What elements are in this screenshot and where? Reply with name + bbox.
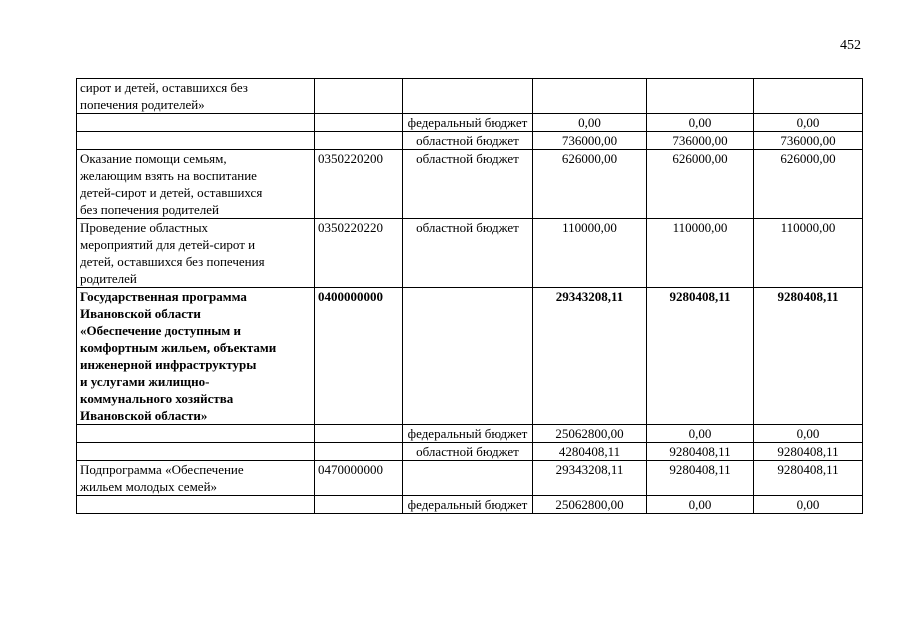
code-cell <box>315 114 403 132</box>
name-line: без попечения родителей <box>80 202 219 217</box>
value-2019-cell: 626000,00 <box>533 150 647 219</box>
table-row <box>77 496 863 514</box>
name-line: детей-сирот и детей, оставшихся <box>80 185 263 200</box>
name-line: мероприятий для детей-сирот и <box>80 237 256 252</box>
row-name-cell <box>77 443 315 461</box>
row-name-cell <box>77 288 315 425</box>
source-cell: областной бюджет <box>403 443 533 461</box>
row-name-cell <box>77 496 315 514</box>
code-cell: 0350220200 <box>315 150 403 219</box>
code-cell: 0350220220 <box>315 219 403 288</box>
value-2019-cell: 0,00 <box>533 114 647 132</box>
value-2020-cell: 110000,00 <box>647 219 754 288</box>
table-row <box>77 114 863 132</box>
value-2020-cell <box>647 79 754 114</box>
name-line: инженерной инфраструктуры <box>80 357 257 372</box>
code-cell <box>315 79 403 114</box>
source-cell: областной бюджет <box>403 132 533 150</box>
row-name-cell <box>77 219 315 288</box>
source-cell <box>403 79 533 114</box>
table-row <box>77 425 863 443</box>
name-line: попечения родителей» <box>80 97 205 112</box>
budget-table <box>76 78 863 514</box>
source-cell: областной бюджет <box>403 150 533 219</box>
code-cell <box>315 443 403 461</box>
name-line: желающим взять на воспитание <box>80 168 257 183</box>
row-name-cell <box>77 114 315 132</box>
value-2021-cell: 9280408,11 <box>754 443 863 461</box>
value-2020-cell: 626000,00 <box>647 150 754 219</box>
name-line: Государственная программа <box>80 289 247 304</box>
table-row <box>77 443 863 461</box>
value-2021-cell: 626000,00 <box>754 150 863 219</box>
table-row <box>77 79 863 114</box>
name-line: «Обеспечение доступным и <box>80 323 241 338</box>
page-number: 452 <box>840 38 861 53</box>
row-name-cell <box>77 425 315 443</box>
name-line: Ивановской области <box>80 306 201 321</box>
name-line: жильем молодых семей» <box>80 479 218 494</box>
name-line: детей, оставшихся без попечения <box>80 254 265 269</box>
value-2020-cell: 9280408,11 <box>647 288 754 425</box>
name-line: Подпрограмма «Обеспечение <box>80 462 244 477</box>
name-line: комфортным жильем, объектами <box>80 340 277 355</box>
row-name-cell <box>77 132 315 150</box>
source-cell: федеральный бюджет <box>403 114 533 132</box>
code-cell <box>315 132 403 150</box>
source-cell <box>403 461 533 496</box>
value-2019-cell: 4280408,11 <box>533 443 647 461</box>
table-row <box>77 132 863 150</box>
value-2020-cell: 736000,00 <box>647 132 754 150</box>
code-cell: 0400000000 <box>315 288 403 425</box>
table-row <box>77 461 863 496</box>
value-2021-cell: 0,00 <box>754 425 863 443</box>
name-line: коммунального хозяйства <box>80 391 234 406</box>
value-2020-cell: 0,00 <box>647 114 754 132</box>
value-2019-cell: 25062800,00 <box>533 425 647 443</box>
table-row <box>77 288 863 425</box>
code-cell: 0470000000 <box>315 461 403 496</box>
table-row <box>77 219 863 288</box>
value-2020-cell: 9280408,11 <box>647 461 754 496</box>
value-2019-cell: 29343208,11 <box>533 288 647 425</box>
value-2019-cell: 110000,00 <box>533 219 647 288</box>
value-2019-cell: 25062800,00 <box>533 496 647 514</box>
name-line: родителей <box>80 271 137 286</box>
source-cell: федеральный бюджет <box>403 425 533 443</box>
value-2019-cell: 736000,00 <box>533 132 647 150</box>
name-line: и услугами жилищно- <box>80 374 210 389</box>
code-cell <box>315 496 403 514</box>
value-2020-cell: 0,00 <box>647 496 754 514</box>
table-row <box>77 150 863 219</box>
value-2019-cell: 29343208,11 <box>533 461 647 496</box>
value-2020-cell: 0,00 <box>647 425 754 443</box>
value-2019-cell <box>533 79 647 114</box>
value-2021-cell: 0,00 <box>754 114 863 132</box>
value-2020-cell: 9280408,11 <box>647 443 754 461</box>
name-line: Ивановской области» <box>80 408 208 423</box>
source-cell: федеральный бюджет <box>403 496 533 514</box>
source-cell <box>403 288 533 425</box>
name-line: Оказание помощи семьям, <box>80 151 227 166</box>
value-2021-cell: 0,00 <box>754 496 863 514</box>
value-2021-cell: 110000,00 <box>754 219 863 288</box>
source-cell: областной бюджет <box>403 219 533 288</box>
code-cell <box>315 425 403 443</box>
row-name-cell <box>77 150 315 219</box>
value-2021-cell: 9280408,11 <box>754 288 863 425</box>
value-2021-cell <box>754 79 863 114</box>
name-line: сирот и детей, оставшихся без <box>80 80 248 95</box>
value-2021-cell: 736000,00 <box>754 132 863 150</box>
value-2021-cell: 9280408,11 <box>754 461 863 496</box>
name-line: Проведение областных <box>80 220 209 235</box>
row-name-cell <box>77 461 315 496</box>
row-name-cell <box>77 79 315 114</box>
